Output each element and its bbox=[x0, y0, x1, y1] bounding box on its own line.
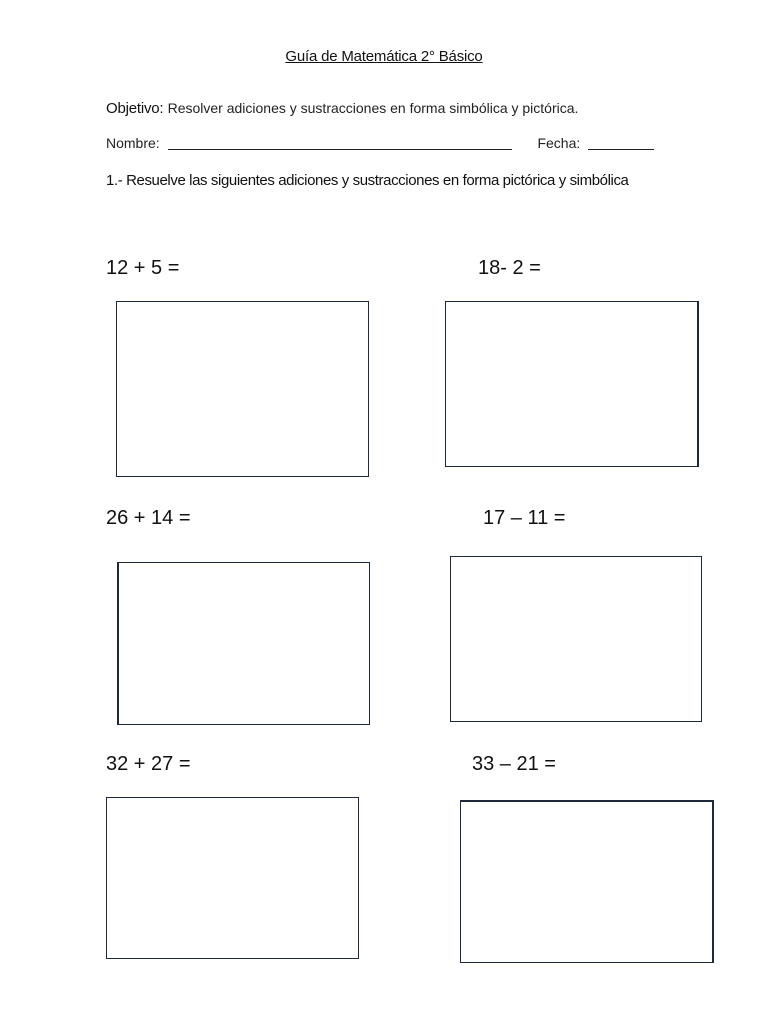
exercise-answer-box-5[interactable] bbox=[106, 797, 359, 959]
name-label: Nombre: bbox=[106, 135, 160, 151]
date-blank-line[interactable] bbox=[588, 135, 654, 150]
exercise-answer-box-1[interactable] bbox=[116, 301, 369, 477]
exercise-equation-6: 33 – 21 = bbox=[472, 753, 556, 775]
name-blank-line[interactable] bbox=[168, 135, 512, 150]
exercise-answer-box-4[interactable] bbox=[450, 556, 702, 722]
objective-text: Resolver adiciones y sustracciones en forma simbólica y pictórica. bbox=[167, 100, 579, 116]
worksheet-title: Guía de Matemática 2° Básico bbox=[285, 48, 483, 65]
objective-line bbox=[106, 100, 578, 117]
exercise-equation-3: 26 + 14 = bbox=[106, 507, 191, 529]
exercise-equation-2: 18- 2 = bbox=[478, 257, 541, 279]
exercise-equation-4: 17 – 11 = bbox=[483, 507, 566, 529]
instruction-text: 1.- Resuelve las siguientes adiciones y sustracciones en forma pictórica y simbólica bbox=[106, 172, 629, 189]
objective-label: Objetivo: bbox=[106, 100, 164, 117]
date-label: Fecha: bbox=[537, 135, 581, 151]
exercise-answer-box-3[interactable] bbox=[117, 562, 370, 725]
exercise-equation-1: 12 + 5 = bbox=[106, 257, 180, 279]
exercise-equation-5: 32 + 27 = bbox=[106, 753, 191, 775]
name-date-row bbox=[106, 135, 654, 151]
exercise-answer-box-6[interactable] bbox=[460, 800, 714, 963]
exercise-answer-box-2[interactable] bbox=[445, 301, 699, 467]
